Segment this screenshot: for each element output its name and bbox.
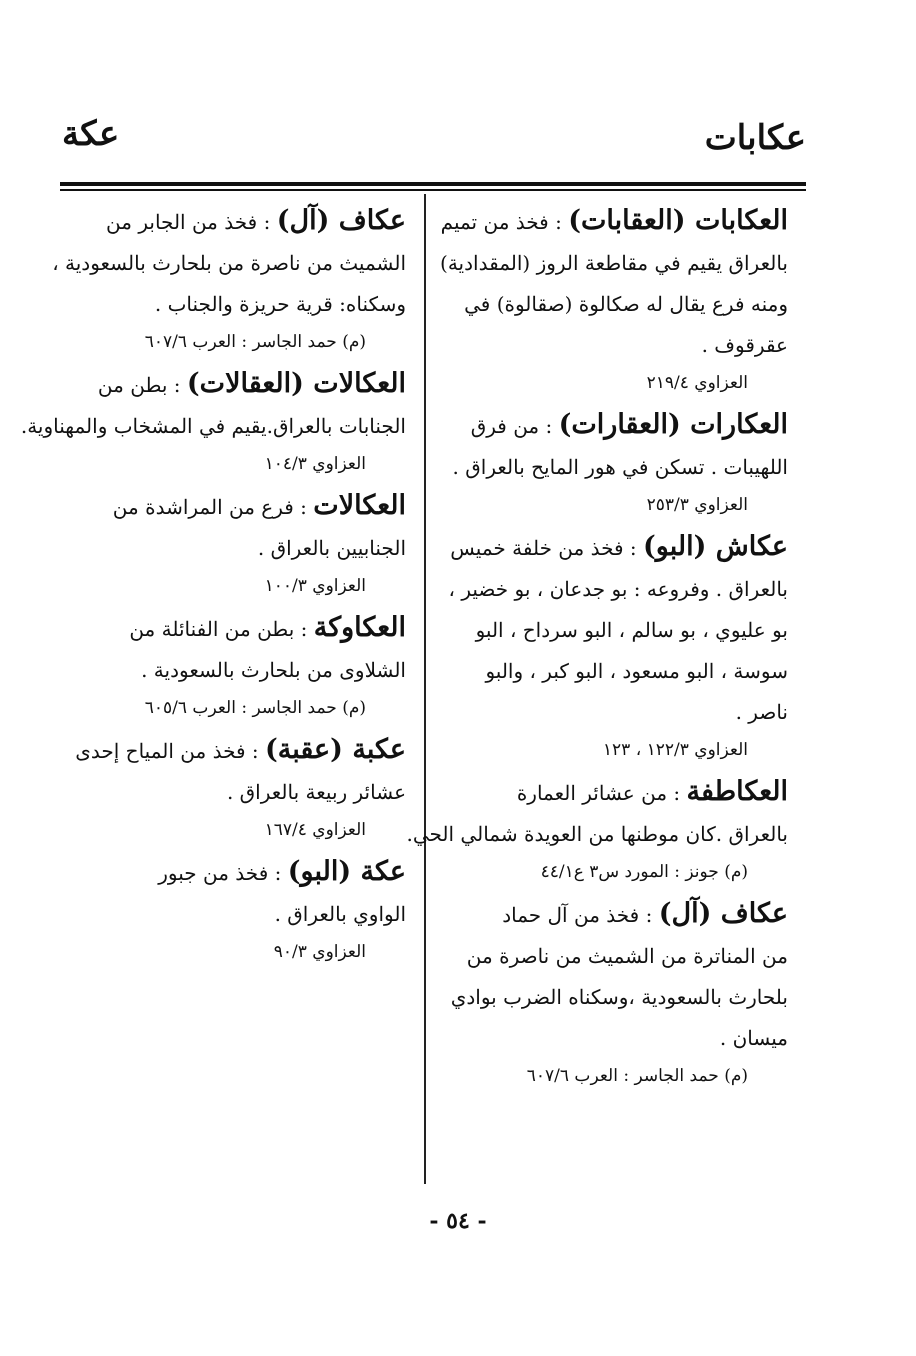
entry-text: بالعراق . وفروعه : بو جدعان ، بو خضير ، bbox=[448, 577, 788, 601]
dictionary-entry bbox=[442, 893, 788, 1093]
entry-line bbox=[442, 936, 788, 977]
running-header-left: عكة bbox=[62, 114, 120, 154]
entry-source: (م) حمد الجاسر : العرب ٦٠٧/٦ bbox=[144, 332, 366, 352]
entry-source: (م) جونز : المورد س٣ ع٤٤/١ bbox=[540, 862, 748, 882]
entry-line bbox=[442, 692, 788, 733]
entry-line bbox=[406, 814, 788, 855]
column-divider bbox=[424, 194, 426, 1184]
entry-line bbox=[62, 200, 406, 243]
entry-text: ناصر . bbox=[735, 700, 788, 724]
entry-line bbox=[62, 894, 406, 935]
entry-line bbox=[62, 650, 406, 691]
entry-line bbox=[62, 485, 406, 528]
dictionary-entry bbox=[442, 200, 788, 400]
dictionary-entry bbox=[62, 485, 406, 603]
entry-text: عشائر ربيعة بالعراق . bbox=[226, 780, 406, 804]
entry-source: العزاوي ٢٥٣/٣ bbox=[646, 495, 748, 515]
entry-text: : فخذ من جبور bbox=[158, 861, 282, 885]
entry-source: العزاوي ٩٠/٣ bbox=[273, 942, 366, 962]
entry-line bbox=[62, 528, 406, 569]
left-column bbox=[20, 200, 406, 973]
entry-text: الواوي بالعراق . bbox=[274, 902, 406, 926]
entry-headword: العكاطفة bbox=[686, 776, 788, 807]
entry-text: بلحارث بالسعودية ،وسكناه الضرب بوادي bbox=[450, 985, 788, 1009]
entry-headword: العكارات (العقارات) bbox=[558, 409, 788, 440]
entry-line bbox=[442, 771, 788, 814]
entry-text: ومنه فرع يقال له صكالوة (صقالوة) في bbox=[464, 292, 788, 316]
entry-line bbox=[62, 851, 406, 894]
entry-text: : من عشائر العمارة bbox=[516, 781, 681, 805]
entry-headword: العكالات (العقالات) bbox=[186, 368, 406, 399]
entry-text: بو عليوي ، بو سالم ، البو سرداح ، البو bbox=[475, 618, 788, 642]
entry-text: وسكناه: قرية حريزة والجناب . bbox=[154, 292, 406, 316]
entry-text: : فرع من المراشدة من bbox=[112, 495, 307, 519]
page-number: - ٥٤ - bbox=[429, 1208, 487, 1234]
entry-line bbox=[442, 977, 788, 1018]
dictionary-entry bbox=[442, 404, 788, 522]
entry-line bbox=[442, 893, 788, 936]
entry-line bbox=[442, 284, 788, 325]
entry-line bbox=[62, 363, 406, 406]
dictionary-entry bbox=[62, 729, 406, 847]
entry-headword: عكة (البو) bbox=[287, 856, 406, 887]
entry-source: العزاوي ١٦٧/٤ bbox=[264, 820, 366, 840]
entry-line bbox=[442, 610, 788, 651]
entry-headword: العكالات bbox=[313, 490, 406, 521]
running-header-right: عكابات bbox=[704, 118, 806, 158]
entry-headword: العكاوكة bbox=[313, 612, 406, 643]
entry-source: العزاوي ١٠٤/٣ bbox=[264, 454, 366, 474]
entry-text: : بطن من الفنائلة من bbox=[129, 617, 308, 641]
entry-text: الشلاوى من بلحارث بالسعودية . bbox=[141, 658, 406, 682]
header-rule-thick bbox=[60, 182, 806, 186]
entry-headword: عكبة (عقبة) bbox=[265, 734, 406, 765]
entry-text: بالعراق يقيم في مقاطعة الروز (المقدادية) bbox=[440, 251, 788, 275]
entry-headword: عكاش (البو) bbox=[643, 531, 788, 562]
dictionary-entry bbox=[62, 607, 406, 725]
entry-headword: العكابات (العقابات) bbox=[568, 205, 788, 236]
entry-line bbox=[62, 772, 406, 813]
entry-text: : بطن من bbox=[97, 373, 181, 397]
entry-headword: عكاف (آل) bbox=[658, 898, 788, 929]
entry-line bbox=[442, 447, 788, 488]
entry-line bbox=[442, 526, 788, 569]
right-column bbox=[406, 200, 788, 1097]
entry-line bbox=[62, 607, 406, 650]
entry-line bbox=[442, 325, 788, 366]
entry-text: : من فرق bbox=[470, 414, 553, 438]
dictionary-entry bbox=[52, 200, 406, 359]
header-rule-thin bbox=[60, 189, 806, 191]
entry-source: العزاوي ٢١٩/٤ bbox=[646, 373, 748, 393]
entry-line bbox=[442, 404, 788, 447]
entry-text: الشميث من ناصرة من بلحارث بالسعودية ، bbox=[52, 251, 406, 275]
entry-text: من المناترة من الشميث من ناصرة من bbox=[466, 944, 788, 968]
entry-source: (م) حمد الجاسر : العرب ٦٠٧/٦ bbox=[526, 1066, 748, 1086]
entry-text: سوسة ، البو مسعود ، البو كبر ، والبو bbox=[485, 659, 788, 683]
dictionary-entry bbox=[442, 526, 788, 767]
entry-line bbox=[442, 569, 788, 610]
entry-source: العزاوي ١٠٠/٣ bbox=[264, 576, 366, 596]
entry-text: الجنابيين بالعراق . bbox=[257, 536, 406, 560]
entry-text: : فخذ من آل حماد bbox=[502, 903, 653, 927]
entry-text: اللهيبات . تسكن في هور المايح بالعراق . bbox=[452, 455, 788, 479]
dictionary-entry bbox=[62, 851, 406, 969]
entry-headword: عكاف (آل) bbox=[276, 205, 406, 236]
entry-line bbox=[442, 243, 788, 284]
entry-line bbox=[62, 284, 406, 325]
entry-line bbox=[62, 729, 406, 772]
entry-text: بالعراق .كان موطنها من العويدة شمالي الحي. bbox=[406, 822, 788, 846]
entry-source: (م) حمد الجاسر : العرب ٦٠٥/٦ bbox=[144, 698, 366, 718]
dictionary-entry bbox=[406, 771, 788, 889]
entry-text: : فخذ من تميم bbox=[440, 210, 562, 234]
entry-line bbox=[52, 243, 406, 284]
entry-text: عقرقوف . bbox=[701, 333, 788, 357]
entry-text: : فخذ من خلفة خميس bbox=[450, 536, 637, 560]
entry-line bbox=[442, 651, 788, 692]
dictionary-entry bbox=[20, 363, 406, 481]
entry-source: العزاوي ١٢٢/٣ ، ١٢٣ bbox=[602, 740, 748, 760]
entry-text: الجنابات بالعراق.يقيم في المشخاب والمهناوية. bbox=[20, 414, 406, 438]
entry-text: : فخذ من المياح إحدى bbox=[75, 739, 259, 763]
entry-line bbox=[442, 1018, 788, 1059]
entry-text: : فخذ من الجابر من bbox=[106, 210, 271, 234]
entry-line bbox=[20, 406, 406, 447]
entry-line bbox=[442, 200, 788, 243]
entry-text: ميسان . bbox=[719, 1026, 788, 1050]
